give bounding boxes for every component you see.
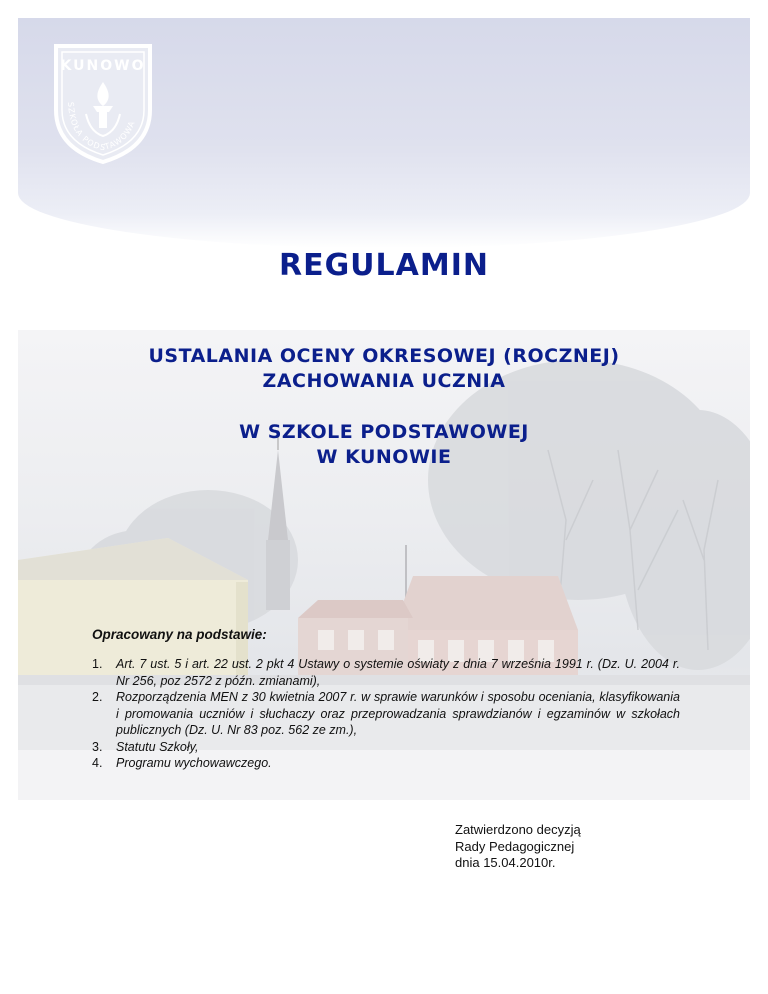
list-text: Statutu Szkoły, [116, 739, 199, 754]
list-text: Art. 7 ust. 5 i art. 22 ust. 2 pkt 4 Ustawy o systemie oświaty z dnia 7 września 1991 r. (Dz. U. 2004 r. Nr 256, poz 2572 z późn. zmianami), [116, 657, 680, 688]
list-item [92, 755, 680, 772]
subtitle-line: W KUNOWIE [316, 446, 452, 468]
subtitle-assessment [0, 344, 768, 394]
approval-line: dnia 15.04.2010r. [455, 855, 556, 870]
logo-arc-text: SZKOŁA PODSTAWOWA [65, 101, 137, 153]
subtitle-line: ZACHOWANIA UCZNIA [262, 370, 506, 392]
list-item [92, 689, 680, 739]
document-title: REGULAMIN [278, 248, 490, 283]
school-logo [48, 40, 158, 166]
list-number: 4. [92, 756, 103, 770]
approval-note [455, 822, 581, 872]
list-text: Programu wychowawczego. [116, 756, 272, 770]
approval-line: Rady Pedagogicznej [455, 838, 575, 854]
list-number: 3. [92, 739, 103, 754]
basis-heading: Opracowany na podstawie: [92, 627, 267, 642]
list-item [92, 739, 680, 756]
basis-list [92, 656, 680, 772]
subtitle-line: W SZKOLE PODSTAWOWEJ [239, 421, 529, 443]
approval-line: Zatwierdzono decyzją [455, 822, 581, 837]
logo-name: KUNOWO [60, 58, 146, 74]
list-number: 1. [92, 657, 103, 671]
subtitle-school [0, 420, 768, 470]
list-number: 2. [92, 690, 103, 704]
subtitle-line: USTALANIA OCENY OKRESOWEJ (ROCZNEJ) [148, 345, 620, 367]
list-text: Rozporządzenia MEN z 30 kwietnia 2007 r. w sprawie warunków i sposobu oceniania, klasyfikowania i promowania uczniów i słuchaczy oraz przeprowadzania sprawdzianów i egzaminów w szkołach publicznych (Dz. U. Nr 83 poz. 562 ze zm.), [116, 690, 680, 737]
list-item [92, 656, 680, 689]
